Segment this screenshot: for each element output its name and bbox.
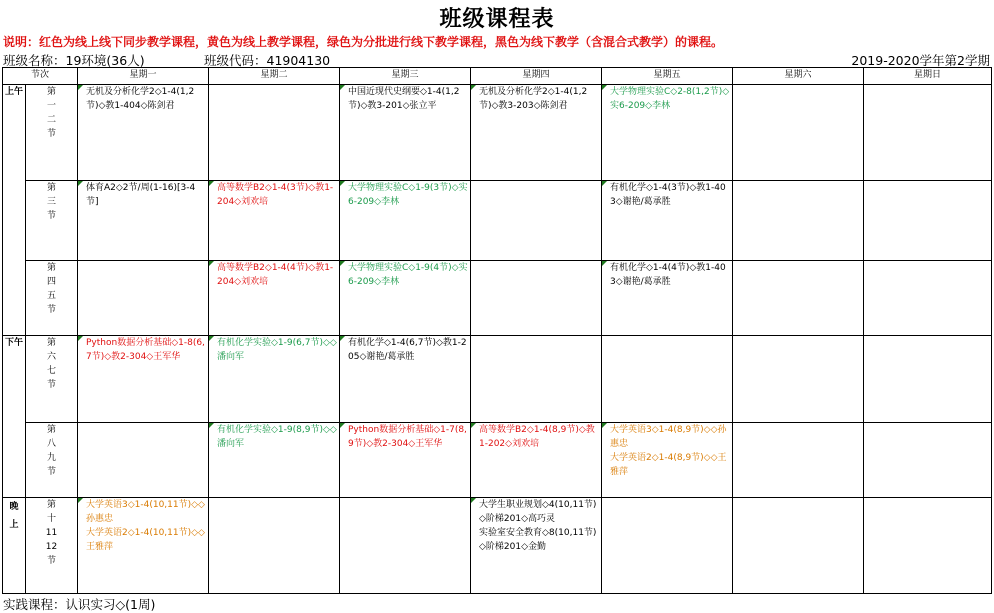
schedule-cell[interactable] bbox=[340, 498, 471, 594]
schedule-cell[interactable] bbox=[209, 498, 340, 594]
section-label-char: 六 bbox=[46, 352, 56, 362]
day-header-mon: 星期一 bbox=[78, 68, 209, 85]
course-entry: 体育A2◇2节/周(1-16)[3-4节] bbox=[86, 183, 196, 207]
schedule-cell[interactable] bbox=[733, 85, 864, 181]
day-header-wed: 星期三 bbox=[340, 68, 471, 85]
cell-comment-marker-icon bbox=[602, 423, 607, 428]
cell-comment-marker-icon bbox=[209, 336, 214, 341]
section-label-char: 节 bbox=[46, 380, 56, 390]
section-label-char: 节 bbox=[46, 211, 56, 221]
schedule-cell[interactable] bbox=[78, 336, 209, 423]
schedule-cell[interactable] bbox=[602, 423, 733, 498]
cell-comment-marker-icon bbox=[471, 498, 476, 503]
section-label-char: 九 bbox=[46, 453, 56, 463]
section-label-char: 七 bbox=[46, 366, 56, 376]
schedule-cell[interactable] bbox=[602, 181, 733, 261]
course-entry: 有机化学◇1-4(4节)◇教1-403◇谢艳/葛承胜 bbox=[610, 263, 726, 287]
schedule-cell[interactable] bbox=[209, 181, 340, 261]
schedule-cell[interactable] bbox=[733, 498, 864, 594]
section-label-char: 三 bbox=[46, 197, 56, 207]
schedule-cell[interactable] bbox=[471, 336, 602, 423]
cell-comment-marker-icon bbox=[340, 336, 345, 341]
class-code: 班级代码：41904130 bbox=[204, 53, 331, 68]
term-label: 2019-2020学年第2学期 bbox=[851, 53, 990, 68]
course-entry: 中国近现代史纲要◇1-4(1,2节)◇教3-201◇张立平 bbox=[348, 87, 460, 111]
cell-comment-marker-icon bbox=[340, 85, 345, 90]
schedule-cell[interactable] bbox=[209, 261, 340, 336]
day-header-tue: 星期二 bbox=[209, 68, 340, 85]
course-entry: 大学英语3◇1-4(8,9节)◇◇孙惠忠 bbox=[610, 425, 727, 449]
practice-course-footer: 实践课程：认识实习◇(1周) bbox=[3, 597, 156, 612]
schedule-cell[interactable] bbox=[733, 261, 864, 336]
section-label-char: 第 bbox=[46, 87, 56, 97]
class-info-row bbox=[0, 50, 994, 67]
cell-comment-marker-icon bbox=[602, 85, 607, 90]
cell-comment-marker-icon bbox=[471, 85, 476, 90]
period-morning: 上午 bbox=[3, 85, 26, 336]
schedule-cell[interactable] bbox=[340, 181, 471, 261]
course-entry: 高等数学B2◇1-4(4节)◇教1-204◇刘欢培 bbox=[217, 263, 334, 287]
section-label-char: 11 bbox=[45, 528, 58, 538]
schedule-cell[interactable] bbox=[471, 498, 602, 594]
schedule-cell[interactable] bbox=[209, 336, 340, 423]
section-label-char: 节 bbox=[46, 467, 56, 477]
schedule-cell[interactable] bbox=[471, 181, 602, 261]
schedule-cell[interactable] bbox=[471, 423, 602, 498]
section-label-char: 节 bbox=[46, 556, 56, 566]
course-entry: 大学英语3◇1-4(10,11节)◇◇孙惠忠 bbox=[86, 500, 205, 524]
schedule-cell[interactable] bbox=[864, 181, 992, 261]
section-label-char: 八 bbox=[46, 439, 56, 449]
course-entry: 有机化学◇1-4(6,7节)◇教1-205◇谢艳/葛承胜 bbox=[348, 338, 467, 362]
section-label-char: 第 bbox=[46, 263, 56, 273]
section-label bbox=[26, 498, 78, 594]
section-label-char: 第 bbox=[46, 338, 56, 348]
schedule-cell[interactable] bbox=[602, 261, 733, 336]
section-label-char: 节 bbox=[46, 305, 56, 315]
schedule-cell[interactable] bbox=[733, 336, 864, 423]
course-entry: 实验室安全教育◇8(10,11节)◇阶梯201◇金勤 bbox=[479, 528, 597, 552]
day-header-fri: 星期五 bbox=[602, 68, 733, 85]
section-label-char: 二 bbox=[46, 115, 56, 125]
section-label-char: 12 bbox=[45, 542, 58, 552]
cell-comment-marker-icon bbox=[602, 261, 607, 266]
schedule-cell[interactable] bbox=[602, 85, 733, 181]
schedule-cell[interactable] bbox=[78, 498, 209, 594]
schedule-cell[interactable] bbox=[864, 261, 992, 336]
section-label bbox=[26, 336, 78, 423]
section-label-char: 五 bbox=[46, 291, 56, 301]
course-entry: Python数据分析基础◇1-7(8,9节)◇教2-304◇王军华 bbox=[348, 425, 467, 449]
course-entry: 大学物理实验C◇2-8(1,2节)◇实6-209◇李林 bbox=[610, 87, 730, 111]
section-label-char: 四 bbox=[46, 277, 56, 287]
schedule-cell[interactable] bbox=[340, 85, 471, 181]
schedule-cell[interactable] bbox=[733, 423, 864, 498]
day-header-sun: 星期日 bbox=[864, 68, 992, 85]
period-evening-label: 晚上 bbox=[9, 502, 19, 530]
section-label-char: 十 bbox=[46, 514, 56, 524]
cell-comment-marker-icon bbox=[78, 85, 83, 90]
course-entry: 大学英语2◇1-4(8,9节)◇◇王雅萍 bbox=[610, 453, 727, 477]
schedule-cell[interactable] bbox=[78, 181, 209, 261]
cell-comment-marker-icon bbox=[340, 423, 345, 428]
course-entry: 有机化学实验◇1-9(6,7节)◇◇潘向军 bbox=[217, 338, 337, 362]
schedule-cell[interactable] bbox=[864, 423, 992, 498]
schedule-cell[interactable] bbox=[864, 336, 992, 423]
page-title: 班级课程表 bbox=[439, 7, 555, 32]
cell-comment-marker-icon bbox=[209, 181, 214, 186]
schedule-cell[interactable] bbox=[864, 85, 992, 181]
schedule-cell[interactable] bbox=[733, 181, 864, 261]
schedule-cell[interactable] bbox=[602, 336, 733, 423]
cell-comment-marker-icon bbox=[78, 336, 83, 341]
cell-comment-marker-icon bbox=[340, 181, 345, 186]
period-evening bbox=[3, 498, 26, 594]
schedule-cell[interactable] bbox=[78, 261, 209, 336]
schedule-cell[interactable] bbox=[78, 85, 209, 181]
section-label bbox=[26, 423, 78, 498]
cell-comment-marker-icon bbox=[471, 423, 476, 428]
schedule-cell[interactable] bbox=[209, 423, 340, 498]
course-entry: 大学物理实验C◇1-9(3节)◇实6-209◇李林 bbox=[348, 183, 468, 207]
schedule-cell[interactable] bbox=[471, 85, 602, 181]
cell-comment-marker-icon bbox=[78, 498, 83, 503]
period-column-header: 节次 bbox=[3, 68, 78, 85]
period-afternoon: 下午 bbox=[3, 336, 26, 498]
course-entry: 大学生职业规划◇4(10,11节)◇阶梯201◇高巧灵 bbox=[479, 500, 597, 524]
section-label bbox=[26, 85, 78, 181]
day-header-thu: 星期四 bbox=[471, 68, 602, 85]
cell-comment-marker-icon bbox=[78, 181, 83, 186]
schedule-cell[interactable] bbox=[340, 261, 471, 336]
schedule-cell[interactable] bbox=[864, 498, 992, 594]
timetable-grid bbox=[2, 67, 992, 594]
schedule-cell[interactable] bbox=[340, 423, 471, 498]
course-entry: 大学物理实验C◇1-9(4节)◇实6-209◇李林 bbox=[348, 263, 468, 287]
schedule-cell[interactable] bbox=[340, 336, 471, 423]
schedule-cell[interactable] bbox=[209, 85, 340, 181]
section-label bbox=[26, 181, 78, 261]
section-label-char: 节 bbox=[46, 129, 56, 139]
section-label-char: 一 bbox=[46, 101, 56, 111]
course-entry: 有机化学◇1-4(3节)◇教1-403◇谢艳/葛承胜 bbox=[610, 183, 726, 207]
course-entry: Python数据分析基础◇1-8(6,7节)◇教2-304◇王军华 bbox=[86, 338, 205, 362]
course-entry: 高等数学B2◇1-4(8,9节)◇教1-202◇刘欢培 bbox=[479, 425, 595, 449]
course-entry: 大学英语2◇1-4(10,11节)◇◇王雅萍 bbox=[86, 528, 205, 552]
section-label bbox=[26, 261, 78, 336]
cell-comment-marker-icon bbox=[209, 423, 214, 428]
course-entry: 有机化学实验◇1-9(8,9节)◇◇潘向军 bbox=[217, 425, 337, 449]
schedule-cell[interactable] bbox=[471, 261, 602, 336]
color-legend-note: 说明：红色为线上线下同步教学课程，黄色为线上教学课程，绿色为分批进行线下教学课程，黑色为线下教学（含混合式教学）的课程。 bbox=[3, 35, 724, 49]
section-label-char: 第 bbox=[46, 183, 56, 193]
cell-comment-marker-icon bbox=[340, 261, 345, 266]
course-entry: 无机及分析化学2◇1-4(1,2节)◇教3-203◇陈剑君 bbox=[479, 87, 588, 111]
cell-comment-marker-icon bbox=[209, 261, 214, 266]
cell-comment-marker-icon bbox=[602, 181, 607, 186]
schedule-cell[interactable] bbox=[602, 498, 733, 594]
schedule-cell[interactable] bbox=[78, 423, 209, 498]
course-entry: 无机及分析化学2◇1-4(1,2节)◇教1-404◇陈剑君 bbox=[86, 87, 195, 111]
section-label-char: 第 bbox=[46, 500, 56, 510]
course-entry: 高等数学B2◇1-4(3节)◇教1-204◇刘欢培 bbox=[217, 183, 334, 207]
section-label-char: 第 bbox=[46, 425, 56, 435]
day-header-sat: 星期六 bbox=[733, 68, 864, 85]
class-name: 班级名称：19环境(36人) bbox=[3, 53, 145, 68]
